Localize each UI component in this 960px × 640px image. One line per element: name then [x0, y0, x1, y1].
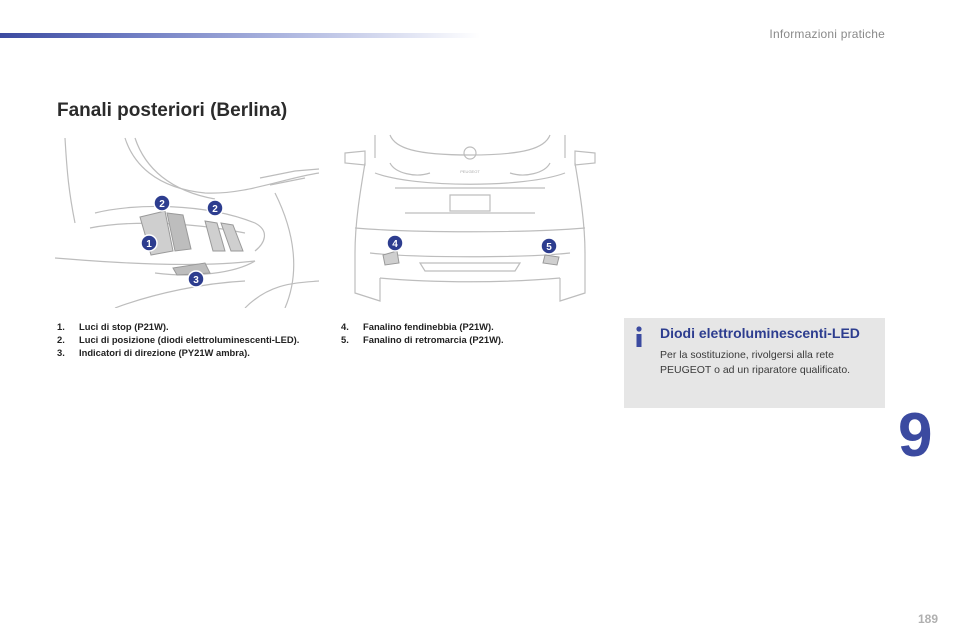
info-box	[624, 318, 885, 408]
legend-number: 1.	[57, 321, 65, 332]
callout-marker	[141, 235, 157, 251]
section-label: Informazioni pratiche	[769, 27, 885, 41]
legend-number: 2.	[57, 334, 65, 345]
callout-label: 5	[546, 242, 552, 253]
callout-label: 3	[193, 275, 199, 286]
header-gradient-rule	[0, 33, 480, 38]
legend-text: Indicatori di direzione (PY21W ambra).	[79, 347, 250, 358]
legend-right	[341, 320, 601, 346]
legend-item	[341, 333, 601, 346]
legend-text: Luci di posizione (diodi elettroluminescenti-LED).	[79, 334, 300, 345]
chapter-number: 9	[898, 401, 933, 470]
legend-item	[57, 320, 322, 333]
rear-lamp-illustration	[55, 133, 319, 308]
legend-item	[57, 333, 322, 346]
callout-marker	[541, 238, 557, 254]
page-title: Fanali posteriori (Berlina)	[57, 100, 288, 121]
callout-marker	[387, 235, 403, 251]
legend-text: Fanalino di retromarcia (P21W).	[363, 334, 504, 345]
rear-badge-text: PEUGEOT	[460, 169, 480, 174]
legend-number: 5.	[341, 334, 349, 345]
legend-text: Luci di stop (P21W).	[79, 321, 169, 332]
callout-marker	[207, 200, 223, 216]
callout-marker	[154, 195, 170, 211]
legend-item	[57, 346, 322, 359]
callouts-right	[387, 235, 557, 254]
info-icon	[633, 326, 645, 348]
callout-label: 2	[212, 204, 218, 215]
info-text: Per la sostituzione, rivolgersi alla rete PEUGEOT o ad un riparatore qualificato.	[660, 349, 851, 376]
legend-number: 4.	[341, 321, 349, 332]
legend-number: 3.	[57, 347, 65, 358]
callout-label: 4	[392, 239, 398, 250]
callout-label: 1	[146, 239, 152, 250]
legend-item	[341, 320, 601, 333]
callout-marker	[188, 271, 204, 287]
car-rear-illustration	[335, 133, 605, 308]
legend-left	[57, 320, 322, 359]
page-number: 189	[917, 612, 938, 626]
info-title: Diodi elettroluminescenti-LED	[660, 325, 860, 341]
callout-label: 2	[159, 199, 165, 210]
legend-text: Fanalino fendinebbia (P21W).	[363, 321, 494, 332]
